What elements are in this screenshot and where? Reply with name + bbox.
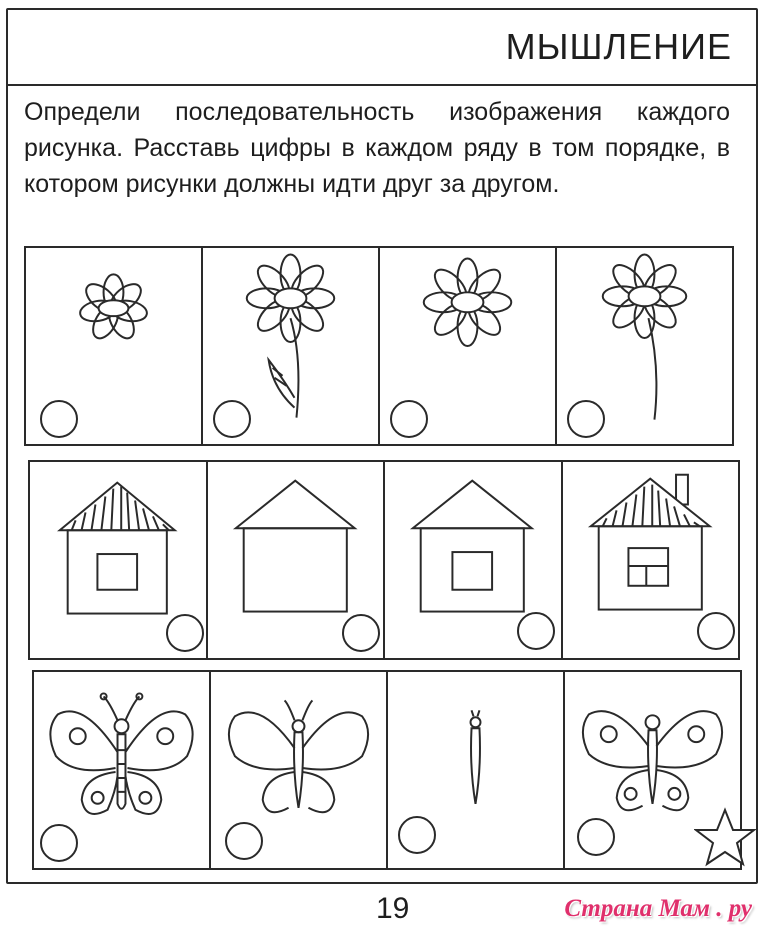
butterfly-cell-2	[211, 672, 388, 868]
star-icon	[694, 806, 756, 868]
flower-cell-4	[557, 248, 732, 444]
watermark-logo: Страна Мам . ру	[564, 895, 752, 922]
answer-circle[interactable]	[40, 400, 78, 438]
butterfly-row	[32, 670, 742, 870]
heading-box	[8, 10, 756, 86]
flower-row	[24, 246, 734, 446]
butterfly-cell-3	[388, 672, 565, 868]
answer-circle[interactable]	[390, 400, 428, 438]
house-row	[28, 460, 740, 660]
answer-circle[interactable]	[398, 816, 436, 854]
flower-cell-1	[26, 248, 203, 444]
flower-cell-2	[203, 248, 380, 444]
answer-circle[interactable]	[40, 824, 78, 862]
answer-circle[interactable]	[225, 822, 263, 860]
flower-cell-3	[380, 248, 557, 444]
answer-circle[interactable]	[697, 612, 735, 650]
answer-circle[interactable]	[166, 614, 204, 652]
answer-circle[interactable]	[567, 400, 605, 438]
task-instructions: Определи последовательность изображения каждого рисунка. Расставь цифры в каждом ряду в том порядке, в котором рисунки должны идти друг за другом.	[24, 98, 730, 198]
page-number: 19	[376, 892, 410, 925]
house-cell-1	[30, 462, 208, 658]
answer-circle[interactable]	[517, 612, 555, 650]
answer-circle[interactable]	[213, 400, 251, 438]
answer-circle[interactable]	[342, 614, 380, 652]
page-heading: МЫШЛЕНИЕ	[505, 26, 732, 67]
house-cell-4	[563, 462, 739, 658]
house-cell-2	[208, 462, 386, 658]
answer-circle[interactable]	[577, 818, 615, 856]
butterfly-cell-1	[34, 672, 211, 868]
house-cell-3	[385, 462, 563, 658]
